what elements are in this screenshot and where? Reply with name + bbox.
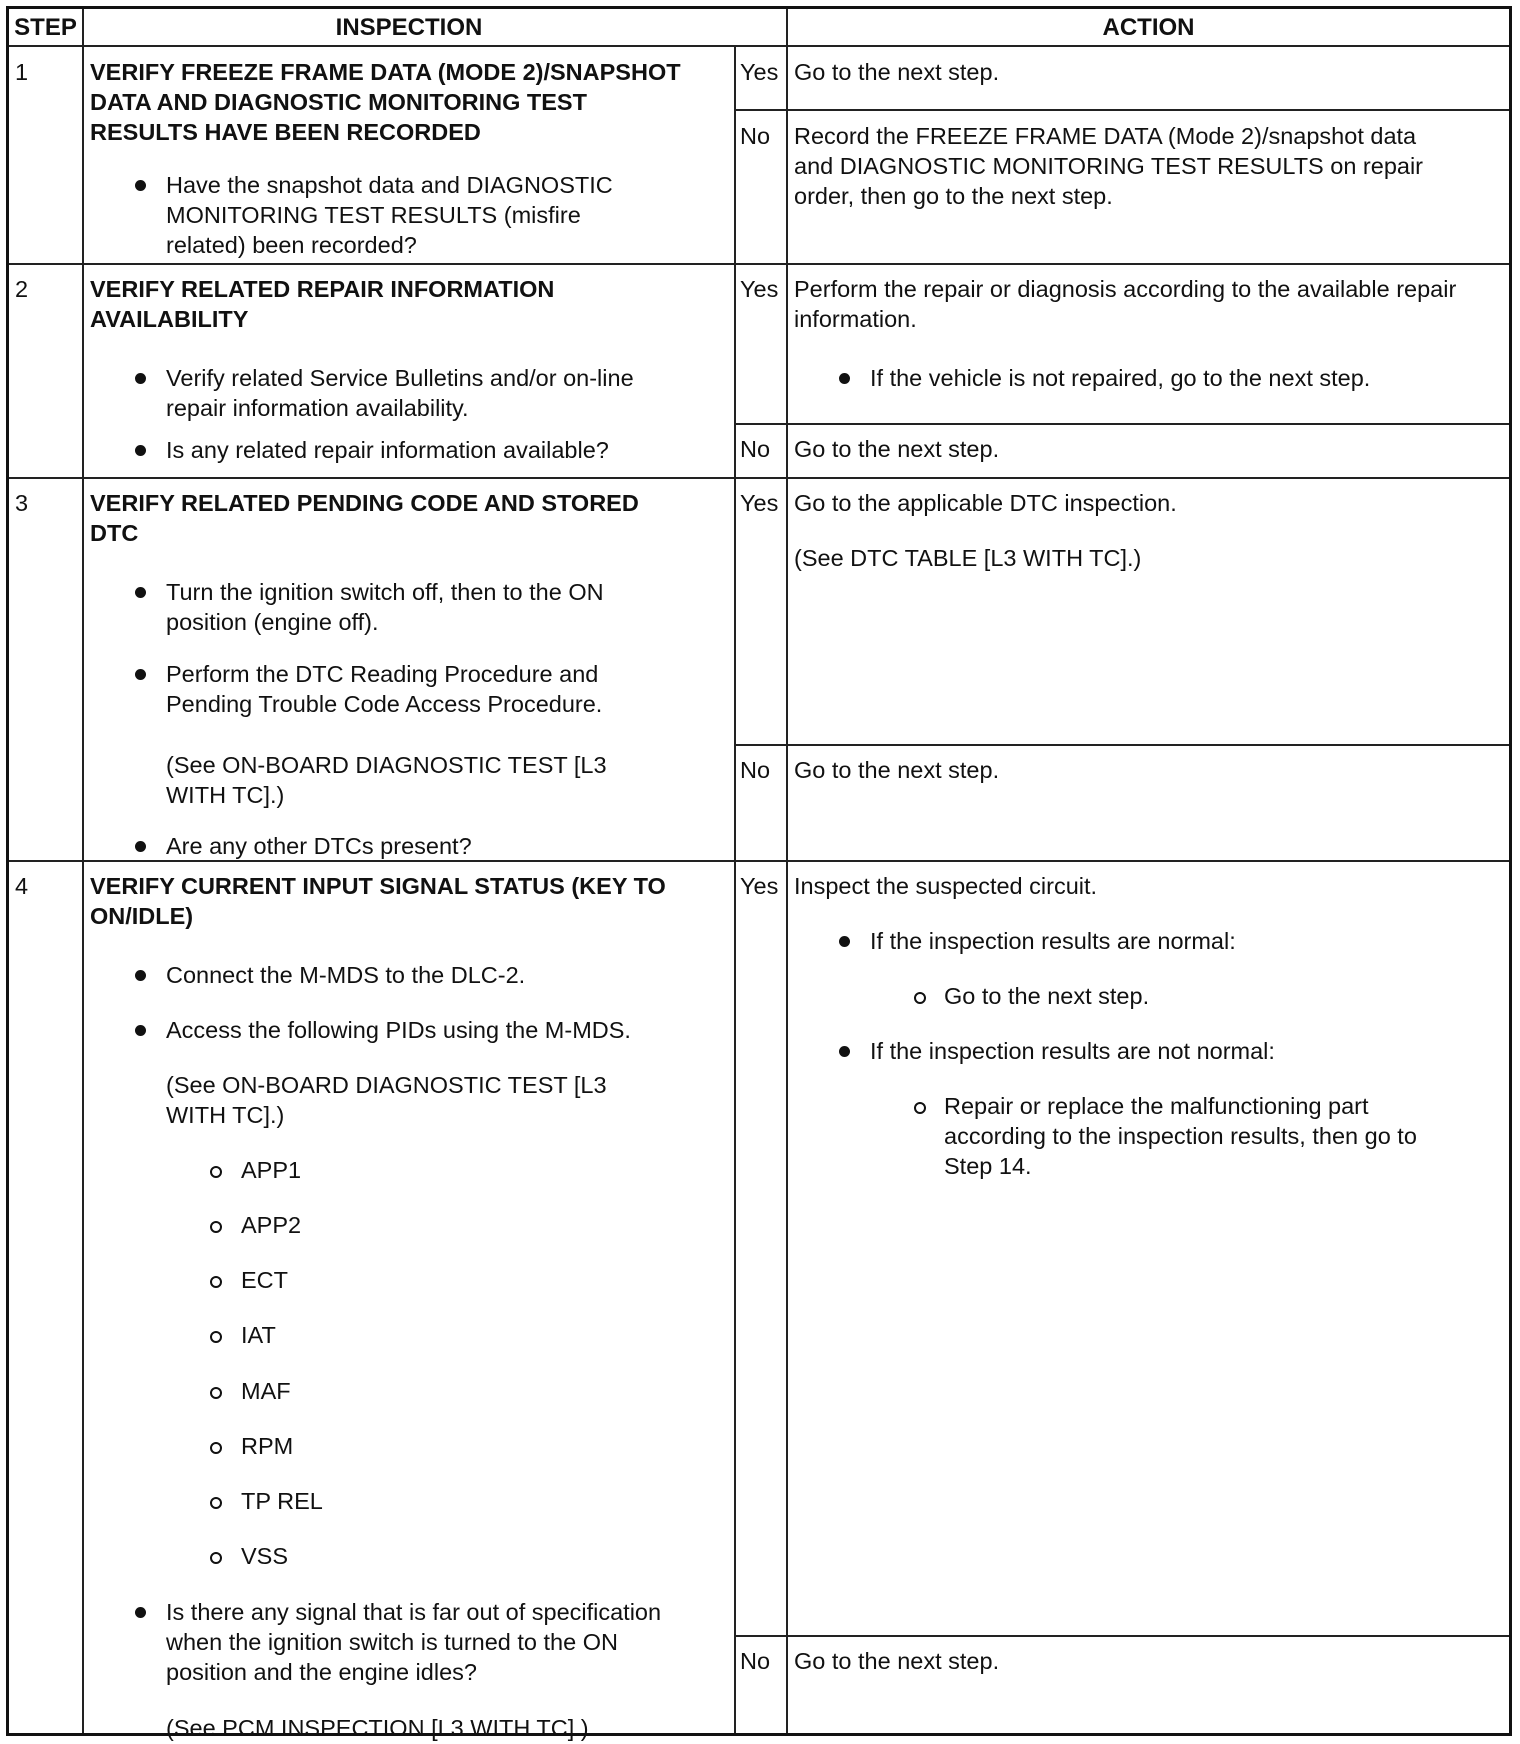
row-divider [9, 263, 1509, 265]
pid-item: TP REL [241, 1488, 323, 1514]
pid-item: APP1 [241, 1157, 302, 1183]
pid-item: RPM [241, 1433, 294, 1459]
bullet-icon [135, 587, 146, 598]
step-title: AVAILABILITY [90, 306, 249, 332]
sub-bullet-icon [210, 1442, 222, 1454]
step-number: 2 [15, 276, 29, 302]
sub-bullet-icon [210, 1497, 222, 1509]
step-title: VERIFY CURRENT INPUT SIGNAL STATUS (KEY TO [90, 873, 666, 899]
bullet-text: Have the snapshot data and DIAGNOSTIC [166, 172, 613, 198]
step-title: VERIFY RELATED PENDING CODE AND STORED [90, 490, 639, 516]
bullet-text: Verify related Service Bulletins and/or on-line [166, 365, 634, 391]
step-title: DTC [90, 520, 139, 546]
yes-bullet-text: If the inspection results are normal: [870, 928, 1236, 954]
sub-bullet-icon [210, 1331, 222, 1343]
sub-bullet-icon [914, 992, 926, 1004]
bullet-text: related) been recorded? [166, 232, 417, 258]
bullet-text: Connect the M-MDS to the DLC-2. [166, 962, 526, 988]
column-divider [82, 9, 84, 1733]
no-action: Record the FREEZE FRAME DATA (Mode 2)/snapshot data [794, 123, 1417, 149]
bullet-icon [135, 445, 146, 456]
row-divider [734, 109, 1509, 111]
bullet-icon [135, 1025, 146, 1036]
yes-bullet-text: If the vehicle is not repaired, go to the next step. [870, 365, 1371, 391]
yes-bullet-text: If the inspection results are not normal: [870, 1038, 1275, 1064]
step-title: ON/IDLE) [90, 903, 194, 929]
bullet-text: position and the engine idles? [166, 1659, 477, 1685]
header-inspection: INSPECTION [335, 14, 483, 41]
bullet-icon [839, 1046, 850, 1057]
step-title: RESULTS HAVE BEEN RECORDED [90, 119, 481, 145]
row-divider [734, 423, 1509, 425]
bullet-text: MONITORING TEST RESULTS (misfire [166, 202, 581, 228]
bullet-text: position (engine off). [166, 609, 379, 635]
step-title: VERIFY RELATED REPAIR INFORMATION [90, 276, 555, 302]
bullet-text: Are any other DTCs present? [166, 833, 472, 859]
yes-label: Yes [740, 873, 779, 899]
yes-sub-text: Repair or replace the malfunctioning part [944, 1093, 1369, 1119]
yes-action: Perform the repair or diagnosis according to the available repair [794, 276, 1457, 302]
yes-reference-note: (See DTC TABLE [L3 WITH TC].) [794, 545, 1142, 571]
row-divider [734, 1635, 1509, 1637]
yes-label: Yes [740, 59, 779, 85]
no-action: and DIAGNOSTIC MONITORING TEST RESULTS on repair [794, 153, 1424, 179]
no-action: Go to the next step. [794, 1648, 1000, 1674]
yes-label: Yes [740, 276, 779, 302]
pid-item: VSS [241, 1543, 289, 1569]
reference-note: WITH TC].) [166, 1102, 285, 1128]
yes-action: Inspect the suspected circuit. [794, 873, 1098, 899]
pid-item: MAF [241, 1378, 291, 1404]
bullet-text: Pending Trouble Code Access Procedure. [166, 691, 603, 717]
yes-action: Go to the next step. [794, 59, 1000, 85]
no-action: Go to the next step. [794, 757, 1000, 783]
bullet-icon [839, 373, 850, 384]
bullet-text: Is there any signal that is far out of specification [166, 1599, 662, 1625]
step-number: 1 [15, 59, 29, 85]
bullet-icon [135, 669, 146, 680]
bullet-text: Access the following PIDs using the M-MDS. [166, 1017, 631, 1043]
yes-label: Yes [740, 490, 779, 516]
yes-sub-text: Go to the next step. [944, 983, 1150, 1009]
bullet-icon [135, 373, 146, 384]
no-label: No [740, 1648, 771, 1674]
sub-bullet-icon [210, 1387, 222, 1399]
yes-sub-text: Step 14. [944, 1153, 1032, 1179]
row-divider [9, 45, 1509, 47]
reference-note: (See PCM INSPECTION [L3 WITH TC].) [166, 1715, 589, 1741]
sub-bullet-icon [210, 1221, 222, 1233]
pid-item: IAT [241, 1322, 276, 1348]
bullet-text: Is any related repair information available? [166, 437, 609, 463]
no-action: order, then go to the next step. [794, 183, 1113, 209]
sub-bullet-icon [210, 1276, 222, 1288]
reference-note: (See ON-BOARD DIAGNOSTIC TEST [L3 [166, 752, 607, 778]
column-divider [786, 9, 788, 1733]
no-label: No [740, 757, 771, 783]
sub-bullet-icon [210, 1166, 222, 1178]
yes-sub-text: according to the inspection results, then go to [944, 1123, 1417, 1149]
no-label: No [740, 123, 771, 149]
sub-bullet-icon [210, 1552, 222, 1564]
bullet-text: repair information availability. [166, 395, 469, 421]
header-step: STEP [14, 14, 77, 41]
header-action: ACTION [1102, 14, 1195, 41]
bullet-text: Turn the ignition switch off, then to the ON [166, 579, 604, 605]
step-number: 4 [15, 873, 29, 899]
yes-action: information. [794, 306, 917, 332]
pid-item: APP2 [241, 1212, 302, 1238]
bullet-icon [135, 1607, 146, 1618]
inspection-table [6, 6, 1512, 1741]
step-title: VERIFY FREEZE FRAME DATA (MODE 2)/SNAPSHOT [90, 59, 681, 85]
no-action: Go to the next step. [794, 436, 1000, 462]
row-divider [9, 477, 1509, 479]
bullet-icon [135, 180, 146, 191]
pid-item: ECT [241, 1267, 288, 1293]
reference-note: WITH TC].) [166, 782, 285, 808]
reference-note: (See ON-BOARD DIAGNOSTIC TEST [L3 [166, 1072, 607, 1098]
row-divider [734, 744, 1509, 746]
bullet-icon [839, 936, 850, 947]
bullet-icon [135, 841, 146, 852]
sub-bullet-icon [914, 1102, 926, 1114]
step-number: 3 [15, 490, 29, 516]
no-label: No [740, 436, 771, 462]
bullet-text: when the ignition switch is turned to the ON [166, 1629, 618, 1655]
column-divider [734, 45, 736, 1733]
bullet-icon [135, 970, 146, 981]
bullet-text: Perform the DTC Reading Procedure and [166, 661, 599, 687]
step-title: DATA AND DIAGNOSTIC MONITORING TEST [90, 89, 587, 115]
yes-action: Go to the applicable DTC inspection. [794, 490, 1177, 516]
